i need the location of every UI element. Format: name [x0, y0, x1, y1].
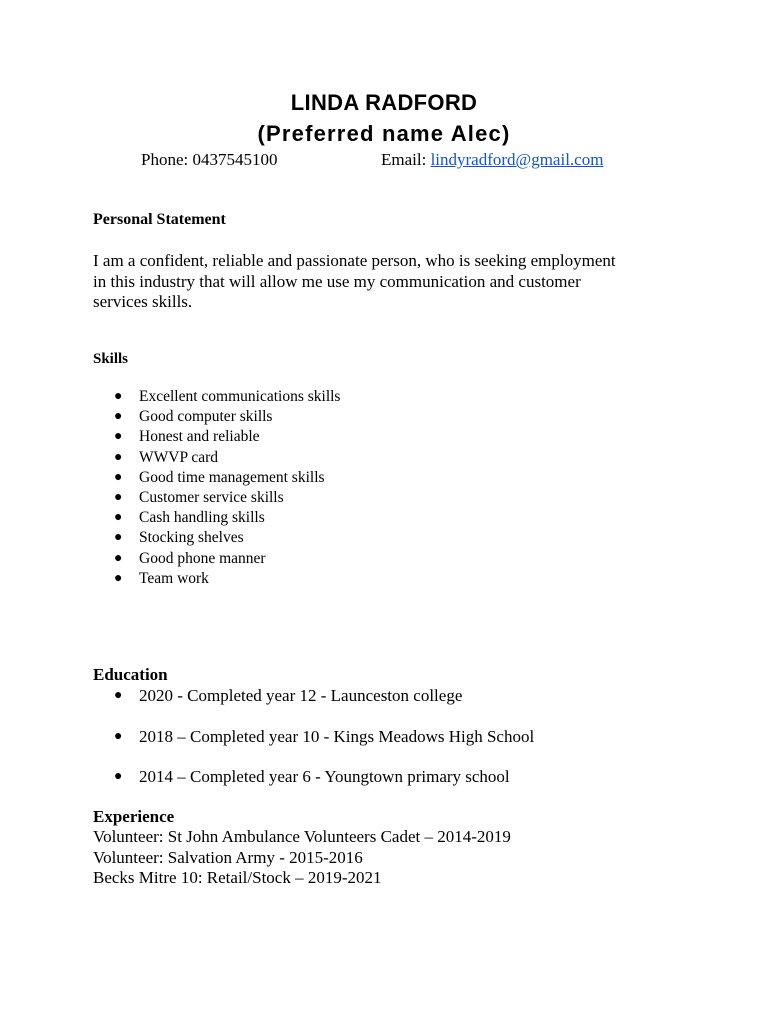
- bullet-icon: ●: [114, 510, 123, 526]
- list-item: [113, 468, 340, 488]
- bullet-icon: ●: [114, 530, 123, 546]
- skill-text: Good phone manner: [139, 549, 266, 567]
- skill-text: Excellent communications skills: [139, 388, 341, 405]
- experience-heading: Experience: [93, 807, 175, 826]
- skills-list: [113, 387, 340, 589]
- bullet-icon: ●: [114, 429, 123, 445]
- bullet-icon: ●: [114, 469, 123, 485]
- list-item: [113, 686, 534, 706]
- list-item: [113, 569, 340, 589]
- education-text: 2020 - Completed year 12 - Launceston college: [139, 686, 463, 705]
- email-label: Email:: [381, 150, 427, 169]
- bullet-icon: ●: [114, 449, 123, 465]
- bullet-icon: ●: [114, 489, 123, 505]
- experience-item: Volunteer: Salvation Army - 2015-2016: [93, 847, 363, 867]
- bullet-icon: ●: [114, 728, 123, 744]
- education-heading: Education: [93, 665, 168, 684]
- skill-text: Team work: [139, 569, 209, 587]
- statement-line: in this industry that will allow me use my communication and customer: [93, 271, 581, 291]
- phone: Phone: 0437545100: [141, 150, 278, 169]
- bullet-icon: ●: [114, 389, 123, 404]
- list-item: [113, 448, 340, 468]
- skill-text: Stocking shelves: [139, 529, 244, 547]
- skill-text: Cash handling skills: [139, 509, 265, 527]
- full-name: LINDA RADFORD: [290, 90, 478, 115]
- skill-text: WWVP card: [139, 448, 219, 466]
- skill-text: Good time management skills: [139, 468, 325, 486]
- education-list: [113, 686, 534, 808]
- education-text: 2014 – Completed year 6 - Youngtown primary school: [139, 767, 510, 786]
- list-item: [113, 427, 340, 447]
- list-item: [113, 407, 340, 427]
- personal-statement-text: [93, 251, 693, 313]
- skills-heading: Skills: [93, 351, 129, 367]
- list-item: [113, 488, 340, 508]
- name-block: [0, 89, 768, 149]
- statement-line: I am a confident, reliable and passionate person, who is seeking employment: [93, 251, 616, 270]
- skill-text: Good computer skills: [139, 408, 273, 426]
- list-item: [113, 528, 340, 548]
- bullet-icon: ●: [114, 409, 123, 425]
- personal-statement-heading: Personal Statement: [93, 211, 226, 228]
- education-text: 2018 – Completed year 10 - Kings Meadows High School: [139, 726, 535, 746]
- skill-text: Honest and reliable: [139, 428, 260, 446]
- list-item: [113, 387, 340, 407]
- preferred-name: (Preferred name Alec): [257, 121, 511, 146]
- list-item: [113, 767, 534, 787]
- email-line: [381, 150, 603, 170]
- bullet-icon: ●: [114, 688, 123, 703]
- list-item: [113, 508, 340, 528]
- statement-line: services skills.: [93, 292, 193, 311]
- experience-item: Volunteer: St John Ambulance Volunteers Cadet – 2014-2019: [93, 827, 511, 846]
- email-link[interactable]: lindyradford@gmail.com: [430, 150, 604, 169]
- list-item: [113, 727, 534, 747]
- bullet-icon: ●: [114, 769, 123, 784]
- experience-item: Becks Mitre 10: Retail/Stock – 2019-2021: [93, 868, 382, 887]
- skill-text: Customer service skills: [139, 488, 284, 506]
- list-item: [113, 549, 340, 569]
- bullet-icon: ●: [114, 550, 123, 566]
- bullet-icon: ●: [114, 570, 123, 586]
- experience-list: [93, 827, 511, 889]
